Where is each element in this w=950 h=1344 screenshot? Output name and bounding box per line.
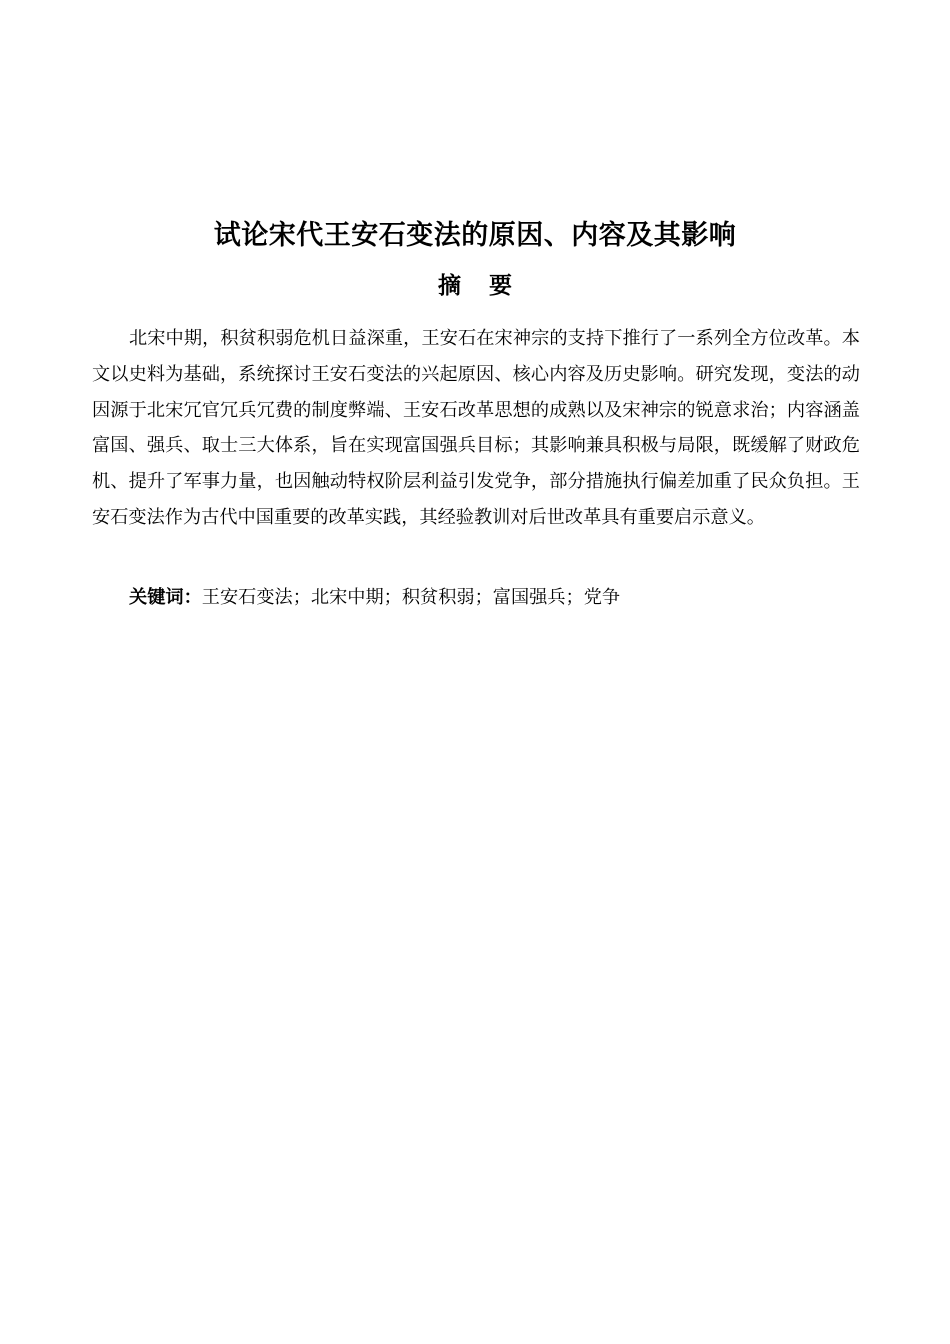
abstract-paragraph: 北宋中期，积贫积弱危机日益深重，王安石在宋神宗的支持下推行了一系列全方位改革。本文以史料为基础，系统探讨王安石变法的兴起原因、核心内容及历史影响。研究发现，变法的动因源于北宋冗官冗兵冗费的制度弊端、王安石改革思想的成熟以及宋神宗的锐意求治；内容涵盖富国、强兵、取士三大体系，旨在实现富国强兵目标；其影响兼具积极与局限，既缓解了财政危机、提升了军事力量，也因触动特权阶层利益引发党争，部分措施执行偏差加重了民众负担。王安石变法作为古代中国重要的改革实践，其经验教训对后世改革具有重要启示意义。 xyxy=(92,328,860,528)
abstract-heading-char-1: 摘 xyxy=(438,273,461,299)
keywords-text: 王安石变法；北宋中期；积贫积弱；富国强兵；党争 xyxy=(201,587,621,608)
abstract-heading xyxy=(0,268,950,304)
keywords-line xyxy=(92,580,860,616)
paper-title: 试论宋代王安石变法的原因、内容及其影响 xyxy=(213,220,737,251)
abstract-heading-char-2: 要 xyxy=(489,273,512,299)
keywords-label: 关键词： xyxy=(129,587,202,608)
